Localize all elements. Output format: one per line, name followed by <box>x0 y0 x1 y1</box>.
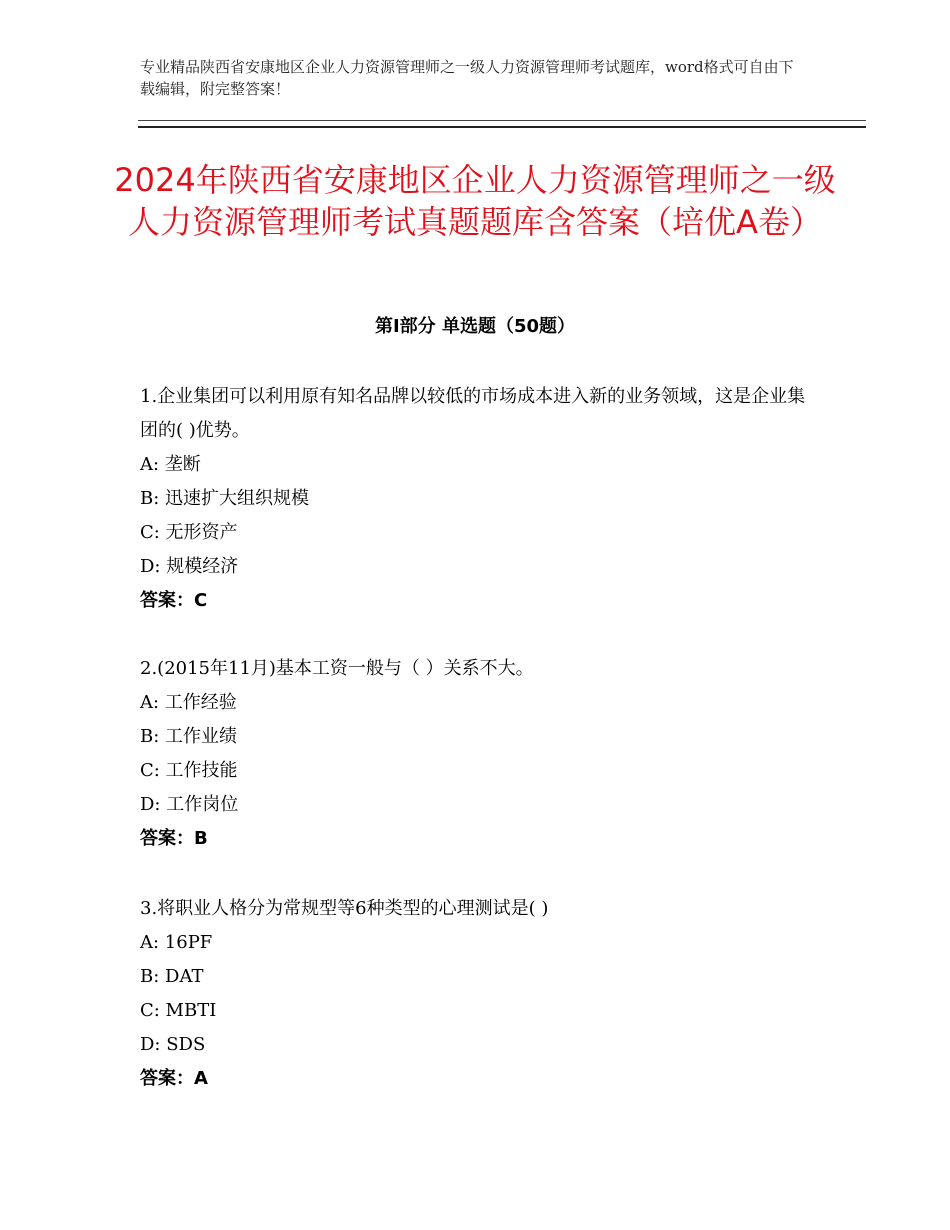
option-d: D: 规模经济 <box>140 556 239 577</box>
question-stem: 1.企业集团可以利用原有知名品牌以较低的市场成本进入新的业务领域，这是企业集团的( )优势。 <box>140 386 806 441</box>
option-c: C: MBTI <box>140 1000 217 1021</box>
option-a: A: 垄断 <box>140 454 201 475</box>
document-title: 2024年陕西省安康地区企业人力资源管理师之一级人力资源管理师考试真题题库含答案（培优A卷） <box>114 161 836 241</box>
section-heading: 第Ⅰ部分 单选题（50题） <box>374 316 575 337</box>
option-d: D: 工作岗位 <box>140 794 239 815</box>
option-b: B: 工作业绩 <box>140 726 238 747</box>
answer: 答案：C <box>140 590 208 611</box>
option-a: A: 16PF <box>140 932 213 953</box>
header-note: 专业精品陕西省安康地区企业人力资源管理师之一级人力资源管理师考试题库，word格式可自由下载编辑，附完整答案！ <box>140 58 794 98</box>
option-a: A: 工作经验 <box>140 692 237 713</box>
question-3 <box>140 892 820 1096</box>
option-d: D: SDS <box>140 1034 206 1055</box>
question-2 <box>140 652 820 856</box>
option-b: B: 迅速扩大组织规模 <box>140 488 310 509</box>
question-stem: 3.将职业人格分为常规型等6种类型的心理测试是( ) <box>140 898 549 919</box>
answer: 答案：A <box>140 1068 208 1089</box>
option-c: C: 工作技能 <box>140 760 238 781</box>
option-c: C: 无形资产 <box>140 522 238 543</box>
header-rule <box>138 120 866 128</box>
question-stem: 2.(2015年11月)基本工资一般与（ ）关系不大。 <box>140 658 534 679</box>
option-b: B: DAT <box>140 966 204 987</box>
question-1 <box>140 380 820 618</box>
answer: 答案：B <box>140 828 208 849</box>
